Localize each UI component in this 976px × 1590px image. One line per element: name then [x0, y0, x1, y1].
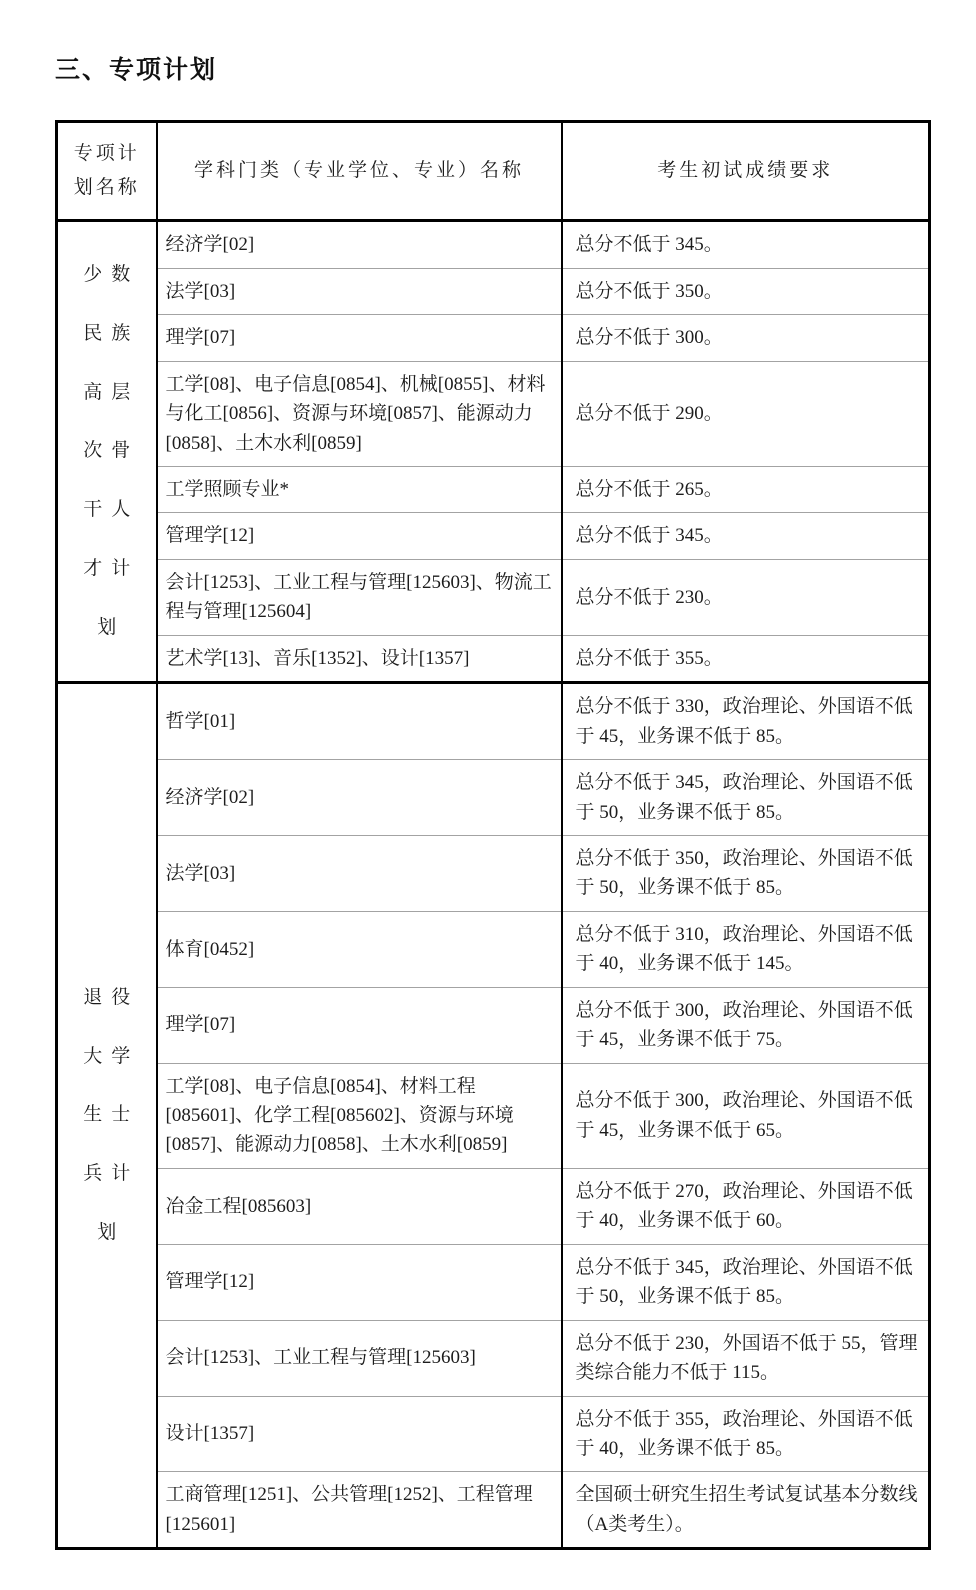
requirement-cell: 总分不低于 265。	[562, 467, 930, 513]
table-row	[57, 559, 930, 635]
page-title: 三、专项计划	[55, 56, 218, 84]
header-requirement: 考生初试成绩要求	[562, 122, 930, 221]
table-row	[57, 268, 930, 314]
plan-name-line: 大学	[83, 1045, 140, 1067]
header-row	[57, 122, 930, 221]
requirement-cell: 总分不低于 345，政治理论、外国语不低于 50，业务课不低于 85。	[562, 760, 930, 836]
plan-name-lines	[62, 264, 152, 640]
plan-name-line: 干人	[83, 499, 140, 521]
plan-name-line: 划	[97, 616, 126, 638]
requirement-cell: 全国硕士研究生招生考试复试基本分数线（A类考生）。	[562, 1472, 930, 1549]
subject-cell: 管理学[12]	[157, 513, 562, 559]
requirement-cell: 总分不低于 300。	[562, 315, 930, 361]
table-row	[57, 987, 930, 1063]
plan-name-line: 兵计	[83, 1163, 140, 1185]
requirement-cell: 总分不低于 300，政治理论、外国语不低于 45，业务课不低于 65。	[562, 1063, 930, 1168]
subject-cell: 工学照顾专业*	[157, 467, 562, 513]
plan-name-line: 生士	[83, 1104, 140, 1126]
header-subject: 学科门类（专业学位、专业）名称	[157, 122, 562, 221]
requirement-cell: 总分不低于 355，政治理论、外国语不低于 40，业务课不低于 85。	[562, 1396, 930, 1472]
table-row	[57, 1168, 930, 1244]
subject-cell: 经济学[02]	[157, 760, 562, 836]
subject-cell: 理学[07]	[157, 987, 562, 1063]
subject-cell: 体育[0452]	[157, 911, 562, 987]
subject-cell: 冶金工程[085603]	[157, 1168, 562, 1244]
plan-name-line: 高层	[83, 381, 140, 403]
table-row	[57, 683, 930, 760]
requirement-cell: 总分不低于 270，政治理论、外国语不低于 40，业务课不低于 60。	[562, 1168, 930, 1244]
plan-name-line: 划	[97, 1221, 126, 1243]
table-row	[57, 760, 930, 836]
table-row	[57, 467, 930, 513]
header-plan-name	[57, 122, 157, 221]
subject-cell: 工学[08]、电子信息[0854]、材料工程[085601]、化学工程[085602]、资源与环境[0857]、能源动力[0858]、土木水利[0859]	[157, 1063, 562, 1168]
table-row	[57, 1396, 930, 1472]
table-row	[57, 1320, 930, 1396]
header-plan-name-line2: 划名称	[73, 177, 140, 199]
table-row	[57, 635, 930, 682]
table-row	[57, 1063, 930, 1168]
subject-cell: 管理学[12]	[157, 1244, 562, 1320]
requirement-cell: 总分不低于 300，政治理论、外国语不低于 45，业务课不低于 75。	[562, 987, 930, 1063]
special-plans-table	[55, 120, 931, 1550]
subject-cell: 会计[1253]、工业工程与管理[125603]、物流工程与管理[125604]	[157, 559, 562, 635]
requirement-cell: 总分不低于 290。	[562, 361, 930, 466]
table-row	[57, 911, 930, 987]
requirement-cell: 总分不低于 345。	[562, 513, 930, 559]
subject-cell: 哲学[01]	[157, 683, 562, 760]
plan-name-cell	[57, 683, 157, 1549]
table-row	[57, 1244, 930, 1320]
table-row	[57, 835, 930, 911]
plan-name-lines	[62, 987, 152, 1245]
requirement-cell: 总分不低于 230，外国语不低于 55，管理类综合能力不低于 115。	[562, 1320, 930, 1396]
plan-name-cell	[57, 221, 157, 683]
requirement-cell: 总分不低于 345，政治理论、外国语不低于 50，业务课不低于 85。	[562, 1244, 930, 1320]
requirement-cell: 总分不低于 350，政治理论、外国语不低于 50，业务课不低于 85。	[562, 835, 930, 911]
table-row	[57, 315, 930, 361]
header-plan-name-line1: 专项计	[73, 143, 140, 164]
plan-name-line: 才计	[83, 557, 140, 579]
subject-cell: 法学[03]	[157, 835, 562, 911]
plan-name-line: 少数	[83, 263, 140, 285]
requirement-cell: 总分不低于 345。	[562, 221, 930, 268]
table-body	[57, 221, 930, 1549]
subject-cell: 设计[1357]	[157, 1396, 562, 1472]
subject-cell: 工商管理[1251]、公共管理[1252]、工程管理[125601]	[157, 1472, 562, 1549]
plan-name-line: 民族	[83, 322, 140, 344]
requirement-cell: 总分不低于 330，政治理论、外国语不低于 45，业务课不低于 85。	[562, 683, 930, 760]
table-row	[57, 1472, 930, 1549]
subject-cell: 法学[03]	[157, 268, 562, 314]
subject-cell: 艺术学[13]、音乐[1352]、设计[1357]	[157, 635, 562, 682]
subject-cell: 会计[1253]、工业工程与管理[125603]	[157, 1320, 562, 1396]
table-row	[57, 513, 930, 559]
subject-cell: 经济学[02]	[157, 221, 562, 268]
requirement-cell: 总分不低于 355。	[562, 635, 930, 682]
requirement-cell: 总分不低于 350。	[562, 268, 930, 314]
requirement-cell: 总分不低于 230。	[562, 559, 930, 635]
table-row	[57, 221, 930, 268]
subject-cell: 工学[08]、电子信息[0854]、机械[0855]、材料与化工[0856]、资源与环境[0857]、能源动力[0858]、土木水利[0859]	[157, 361, 562, 466]
plan-name-line: 退役	[83, 986, 140, 1008]
plan-name-line: 次骨	[83, 440, 140, 462]
requirement-cell: 总分不低于 310，政治理论、外国语不低于 40，业务课不低于 145。	[562, 911, 930, 987]
table-row	[57, 361, 930, 466]
subject-cell: 理学[07]	[157, 315, 562, 361]
